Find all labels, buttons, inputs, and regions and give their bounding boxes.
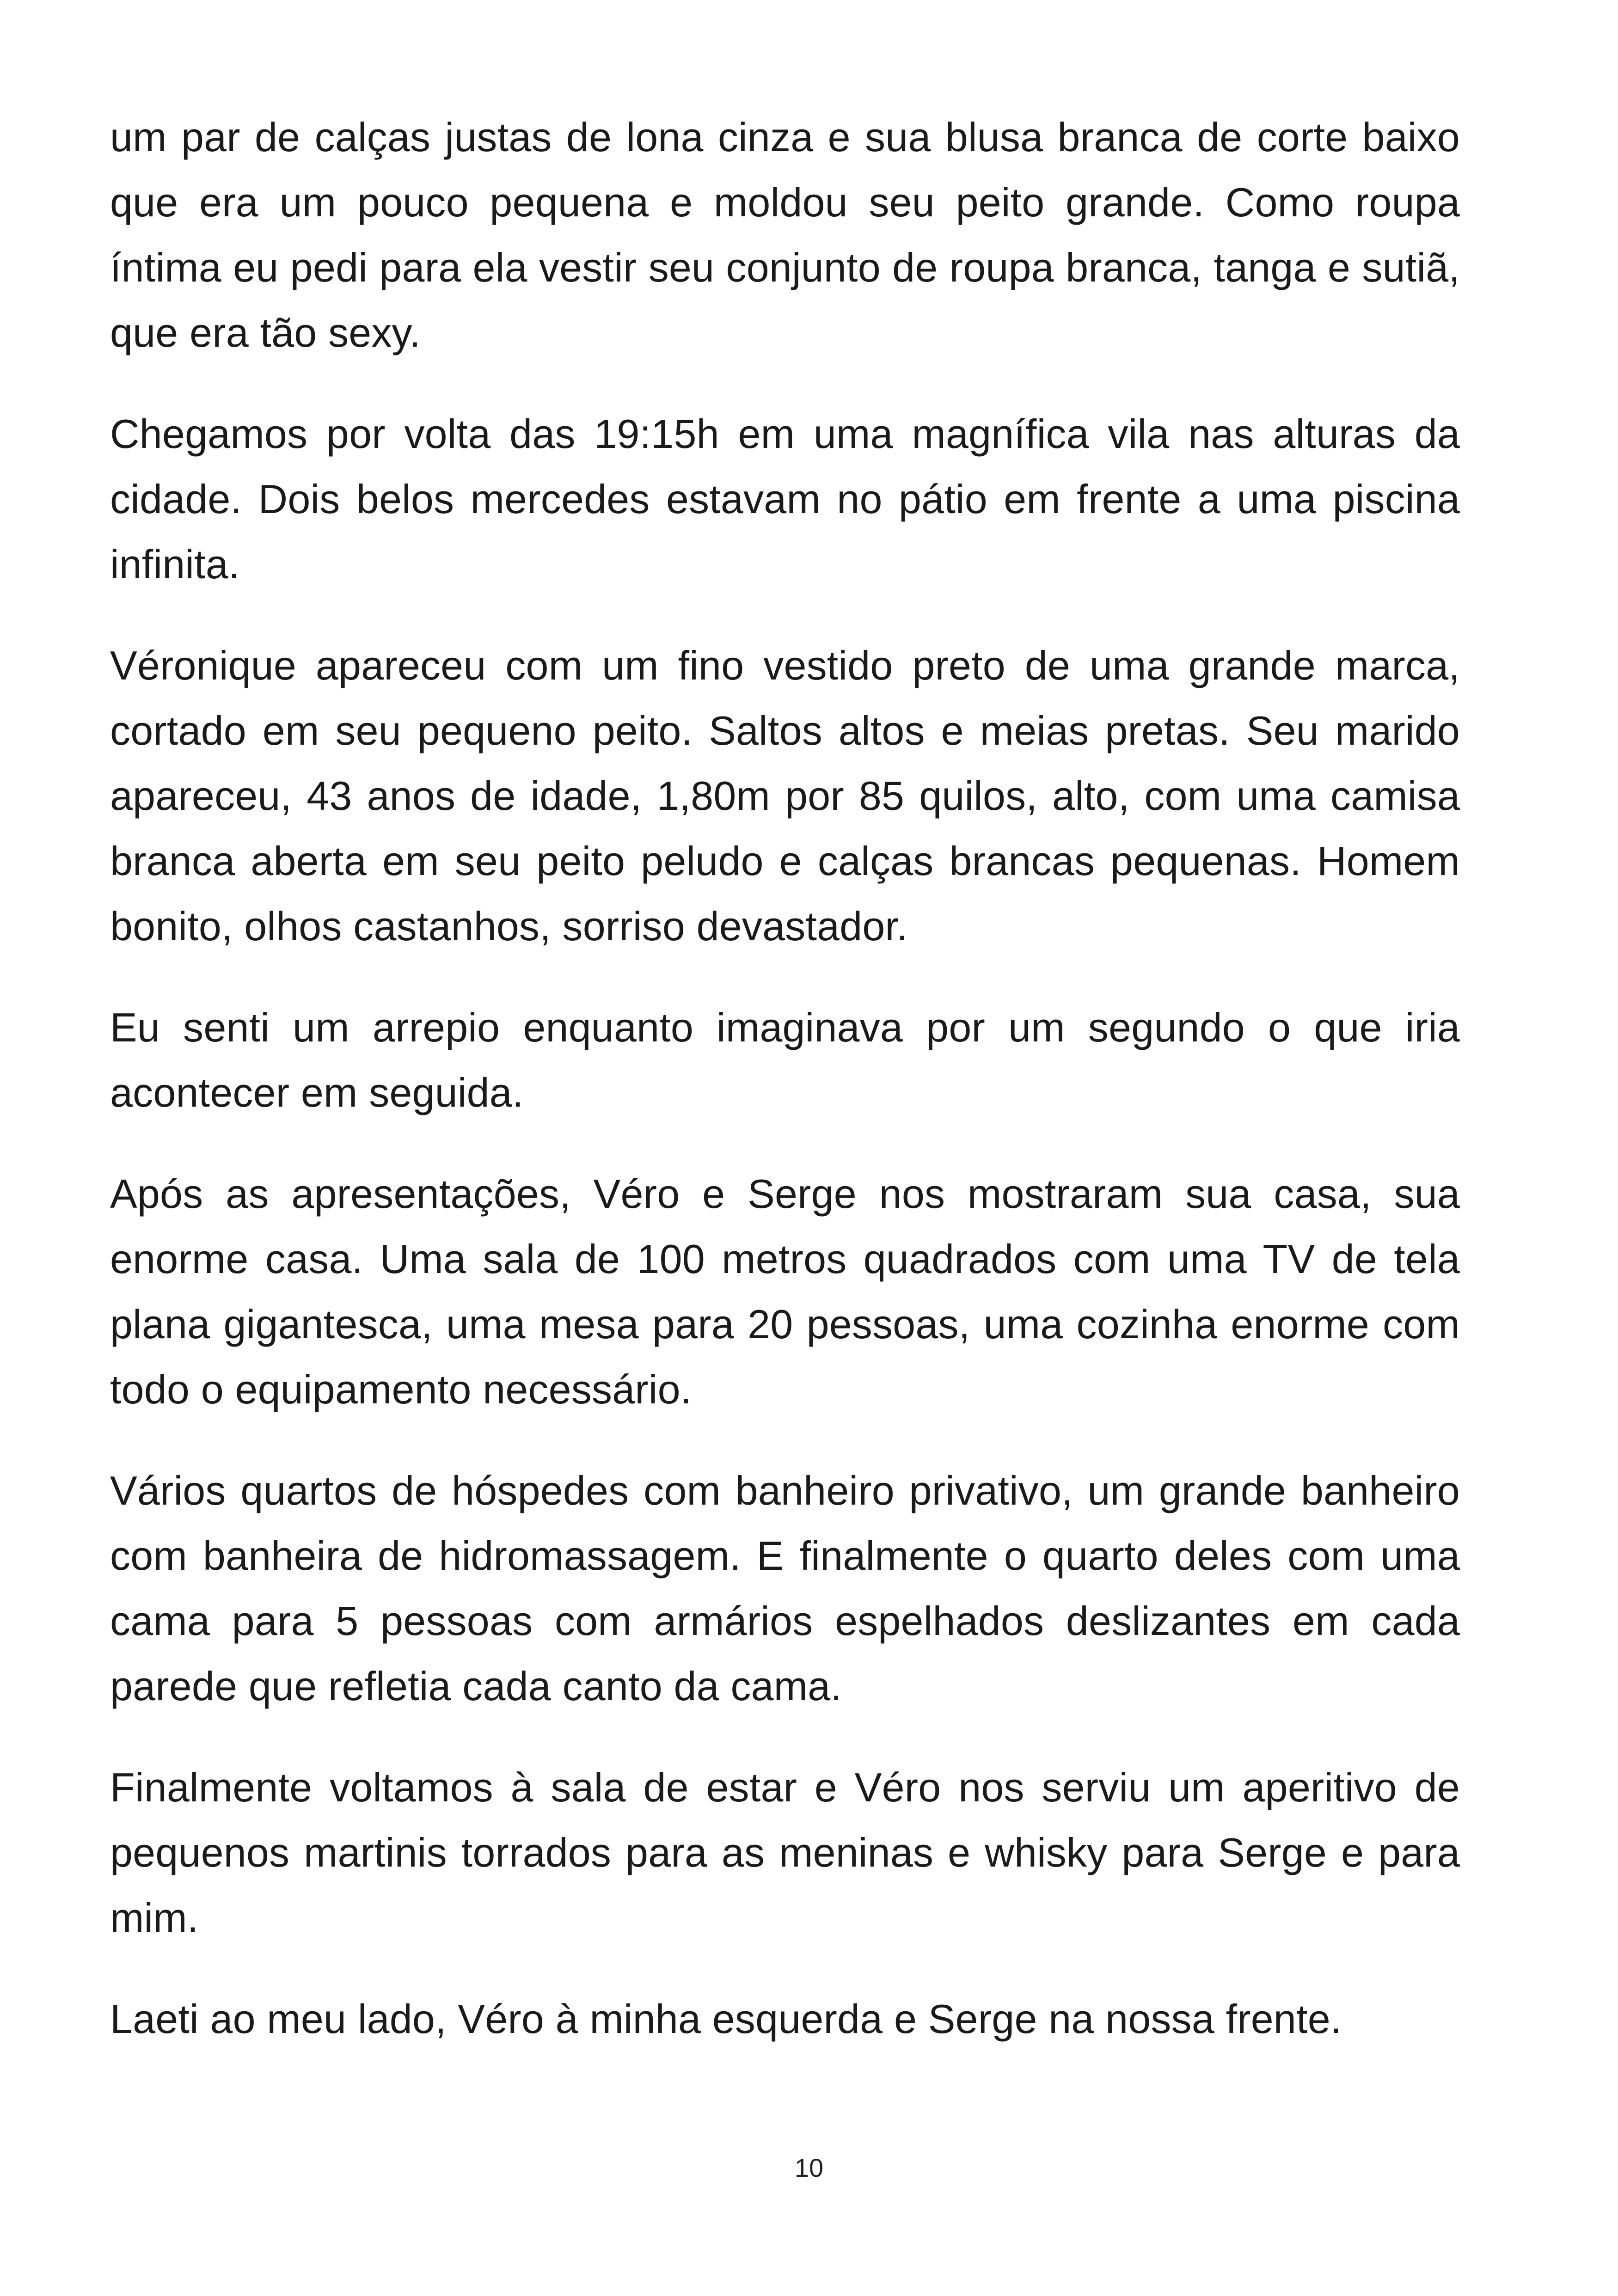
paragraph: Vários quartos de hóspedes com banheiro privativo, um grande banheiro com banheira de hidromassagem. E finalmente o quarto deles com uma cama para 5 pessoas com armários espelhados deslizantes em cada parede que refletia cada canto da cama. xyxy=(110,1468,1460,1709)
paragraph: Laeti ao meu lado, Véro à minha esquerda e Serge na nossa frente. xyxy=(110,1996,1342,2042)
paragraph: Após as apresentações, Véro e Serge nos mostraram sua casa, sua enorme casa. Uma sala de 100 metros quadrados com uma TV de tela plana gigantesca, uma mesa para 20 pessoas, uma cozinha enorme com todo o equipamento necessário. xyxy=(110,1171,1460,1412)
paragraph: Chegamos por volta das 19:15h em uma magnífica vila nas alturas da cidade. Dois belos mercedes estavam no pátio em frente a uma piscina infinita. xyxy=(110,411,1460,587)
page-number: 10 xyxy=(794,2153,824,2182)
body-text xyxy=(110,104,1460,2051)
paragraph: Eu senti um arrepio enquanto imaginava por um segundo o que iria acontecer em seguida. xyxy=(110,1004,1460,1115)
paragraph: Véronique apareceu com um fino vestido preto de uma grande marca, cortado em seu pequeno peito. Saltos altos e meias pretas. Seu marido apareceu, 43 anos de idade, 1,80m por 85 quilos, alto, com uma camisa branca aberta em seu peito peludo e calças brancas pequenas. Homem bonito, olhos castanhos, sorriso devastador. xyxy=(110,643,1460,949)
paragraph: um par de calças justas de lona cinza e sua blusa branca de corte baixo que era um pouco pequena e moldou seu peito grande. Como roupa íntima eu pedi para ela vestir seu conjunto de roupa branca, tanga e sutiã, que era tão sexy. xyxy=(110,114,1460,355)
paragraph: Finalmente voltamos à sala de estar e Véro nos serviu um aperitivo de pequenos martinis torrados para as meninas e whisky para Serge e para mim. xyxy=(110,1764,1460,1941)
